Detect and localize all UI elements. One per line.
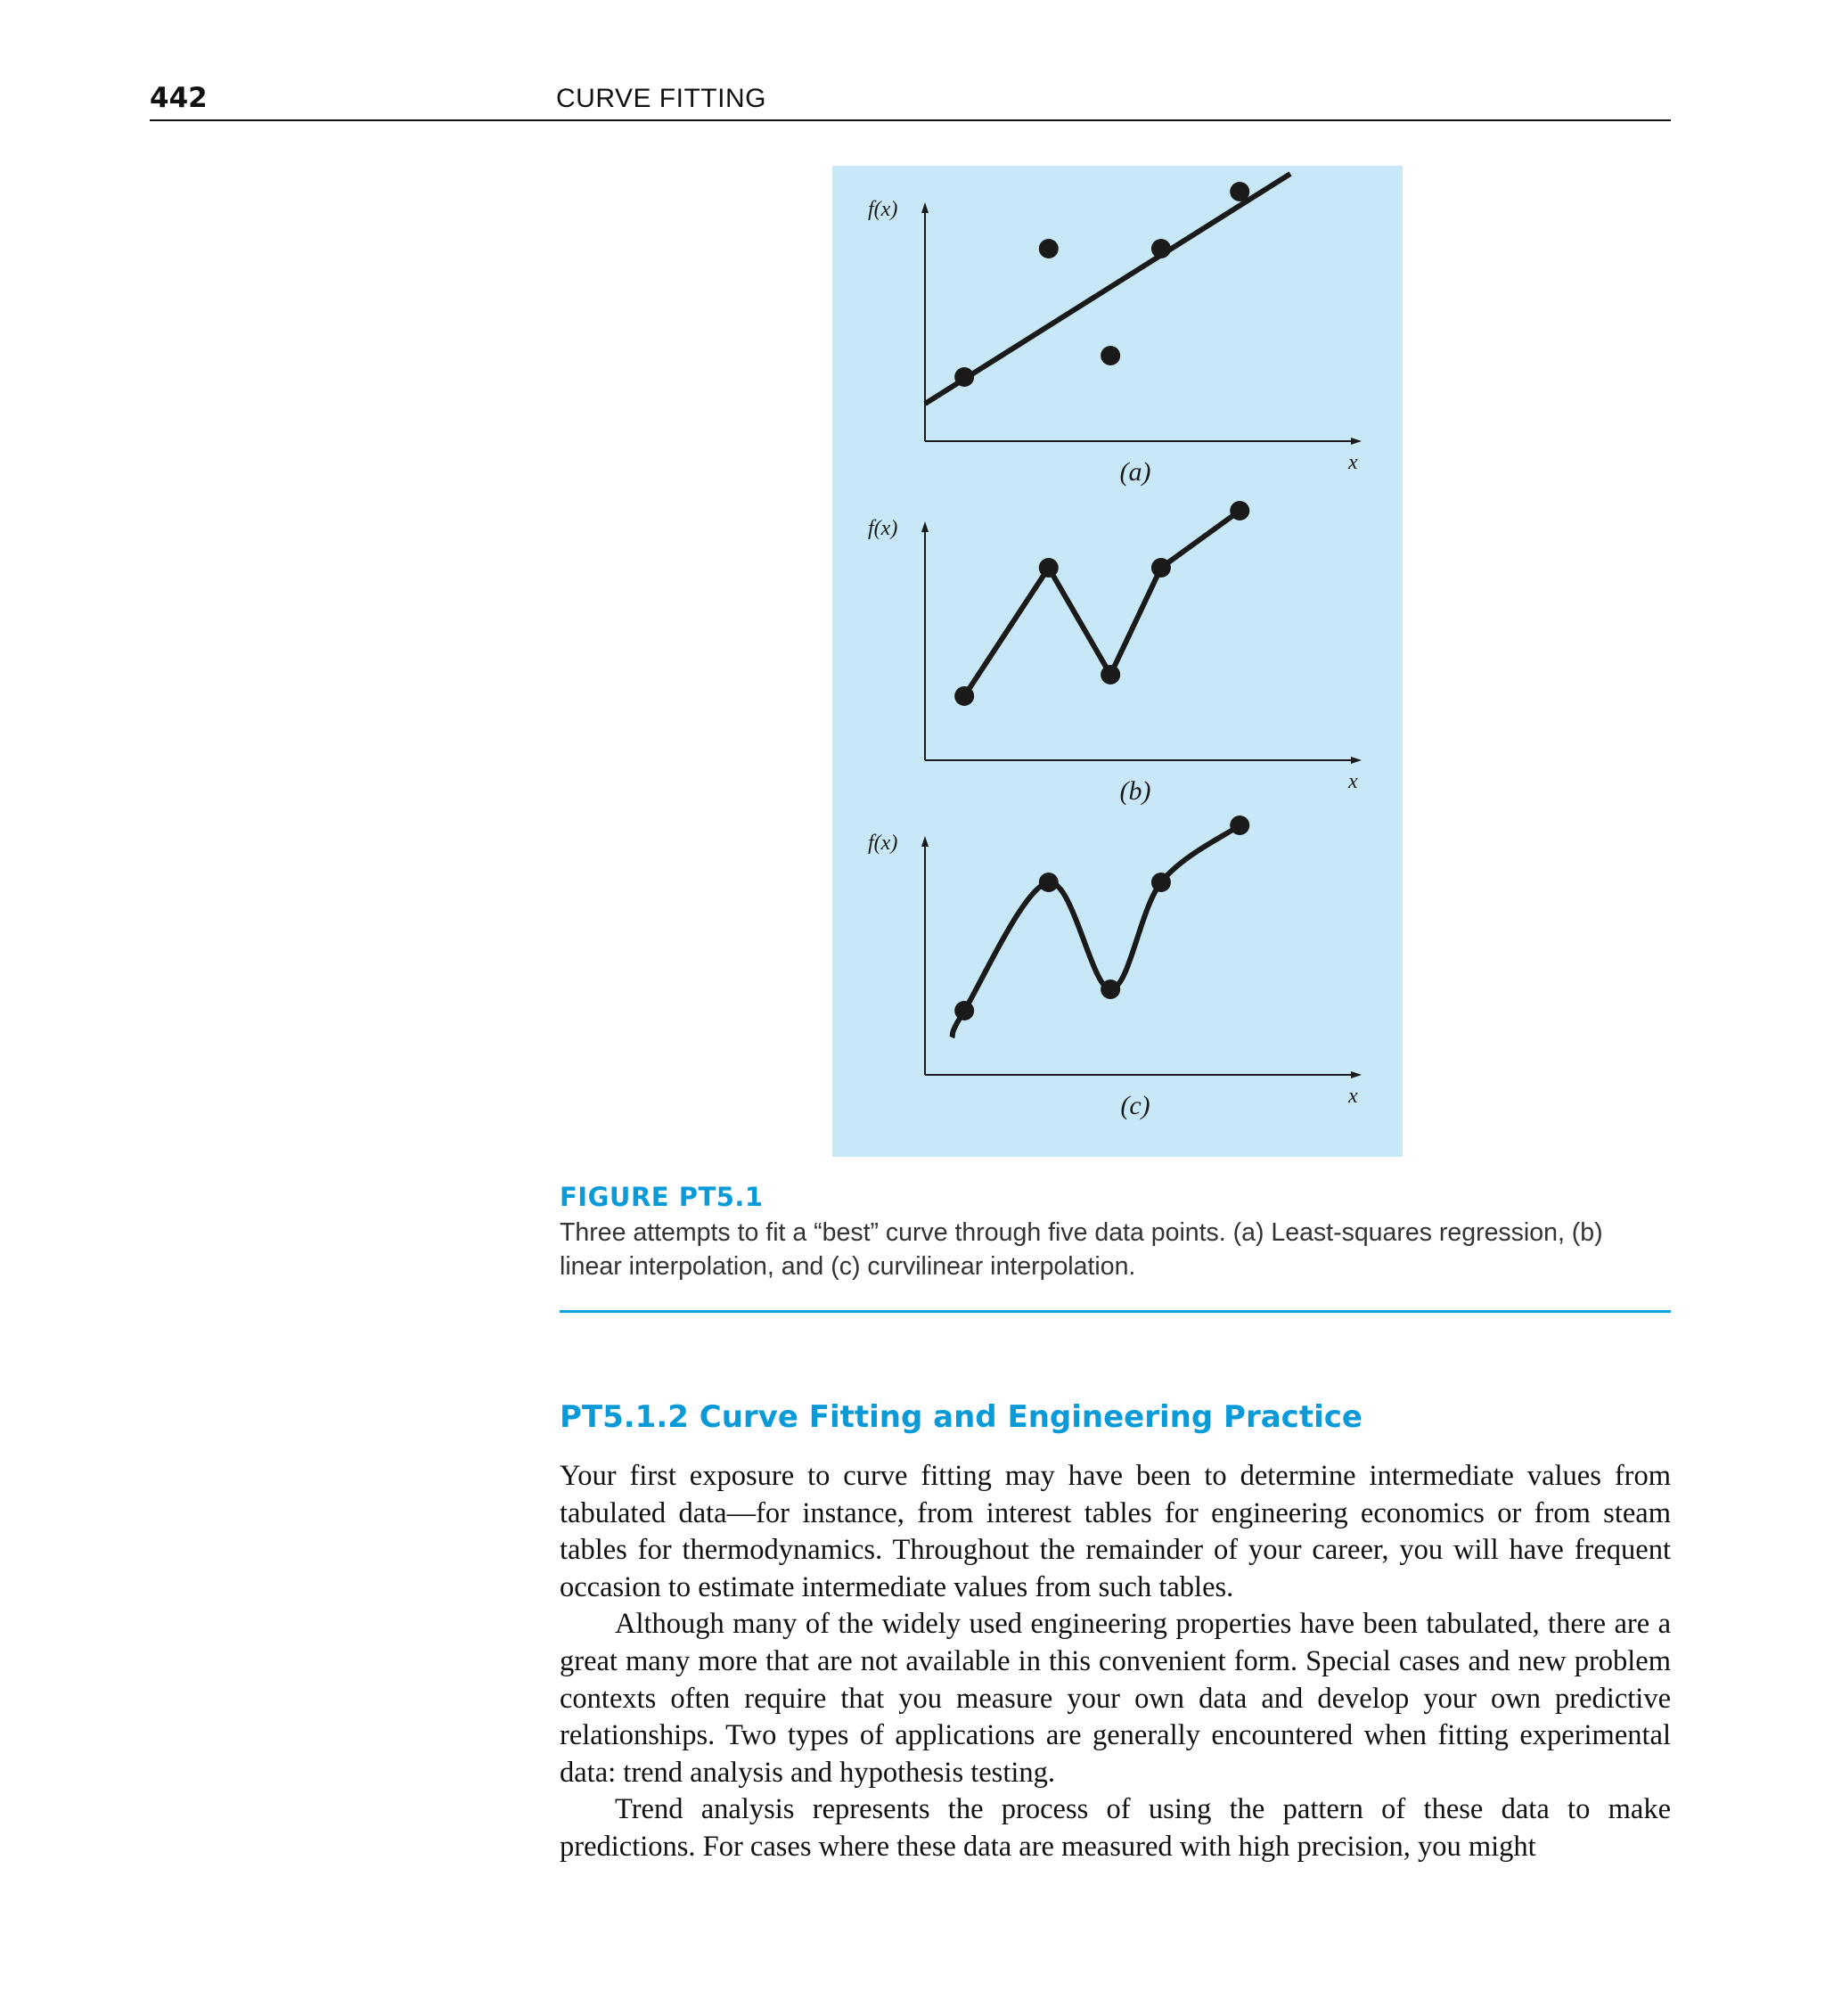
data-point bbox=[954, 686, 974, 706]
data-point bbox=[1230, 182, 1249, 201]
data-point bbox=[1039, 873, 1059, 892]
x-axis-arrow bbox=[1351, 757, 1362, 764]
paragraph: Although many of the widely used engineering properties have been tabulated, there are a great many more that are not available in this convenient form. Special cases and new problem contexts often require that you measure your own data and develop your own predictive relationships. Two types of applications are generally encountered when fitting experimental data: trend analysis and hypothesis testing. bbox=[560, 1608, 1671, 1789]
panel-label: (a) bbox=[1119, 457, 1151, 487]
section-heading: PT5.1.2 Curve Fitting and Engineering Practice bbox=[560, 1399, 1363, 1435]
paragraph: Trend analysis represents the process of using the pattern of these data to make predictions. For cases where these data are measured with high precision, you might bbox=[560, 1793, 1671, 1863]
panel-label: (b) bbox=[1119, 776, 1151, 806]
data-point bbox=[1101, 346, 1120, 365]
data-point bbox=[1101, 665, 1120, 684]
data-point bbox=[954, 367, 974, 387]
interpolation-curve bbox=[952, 825, 1240, 1037]
figure-caption-text: Three attempts to fit a “best” curve through five data points. (a) Least-squares regression, (b) linear interpolation, and (c) curvilinear interpolation. bbox=[560, 1218, 1603, 1281]
data-point bbox=[1039, 239, 1059, 258]
data-point bbox=[1151, 239, 1171, 258]
paragraph: Your first exposure to curve fitting may have been to determine intermediate values from tabulated data—for instance, from interest tables for engineering economics or from steam tables for thermodynamics. Throughout the remainder of your career, you will have frequent occasion to estimate intermediate values from such tables. bbox=[560, 1460, 1671, 1603]
data-point bbox=[1101, 979, 1120, 999]
figure-caption bbox=[560, 1182, 1671, 1283]
y-axis-label: f(x) bbox=[868, 832, 898, 855]
figure-svg bbox=[832, 166, 1403, 1157]
page-number: 442 bbox=[150, 82, 208, 114]
body-text bbox=[560, 1458, 1671, 1866]
page-header bbox=[150, 82, 1671, 121]
x-axis-label: x bbox=[1348, 1085, 1358, 1108]
y-axis-label: f(x) bbox=[868, 517, 898, 540]
y-axis-arrow bbox=[921, 836, 929, 847]
panel-label: (c) bbox=[1120, 1091, 1150, 1120]
x-axis-label: x bbox=[1348, 451, 1358, 474]
y-axis-arrow bbox=[921, 521, 929, 532]
regression-line bbox=[925, 174, 1290, 404]
data-point bbox=[1039, 558, 1059, 578]
x-axis-arrow bbox=[1351, 438, 1362, 445]
figure-label: FIGURE PT5.1 bbox=[560, 1182, 764, 1212]
y-axis-arrow bbox=[921, 202, 929, 213]
caption-divider bbox=[560, 1310, 1671, 1313]
data-point bbox=[1151, 558, 1171, 578]
figure-panel bbox=[832, 166, 1403, 1157]
data-point bbox=[1230, 815, 1249, 835]
interpolation-line bbox=[964, 511, 1240, 696]
data-point bbox=[954, 1001, 974, 1020]
y-axis-label: f(x) bbox=[868, 198, 898, 221]
running-title: CURVE FITTING bbox=[556, 84, 766, 113]
x-axis-label: x bbox=[1348, 770, 1358, 793]
data-point bbox=[1230, 501, 1249, 520]
x-axis-arrow bbox=[1351, 1071, 1362, 1078]
data-point bbox=[1151, 873, 1171, 892]
